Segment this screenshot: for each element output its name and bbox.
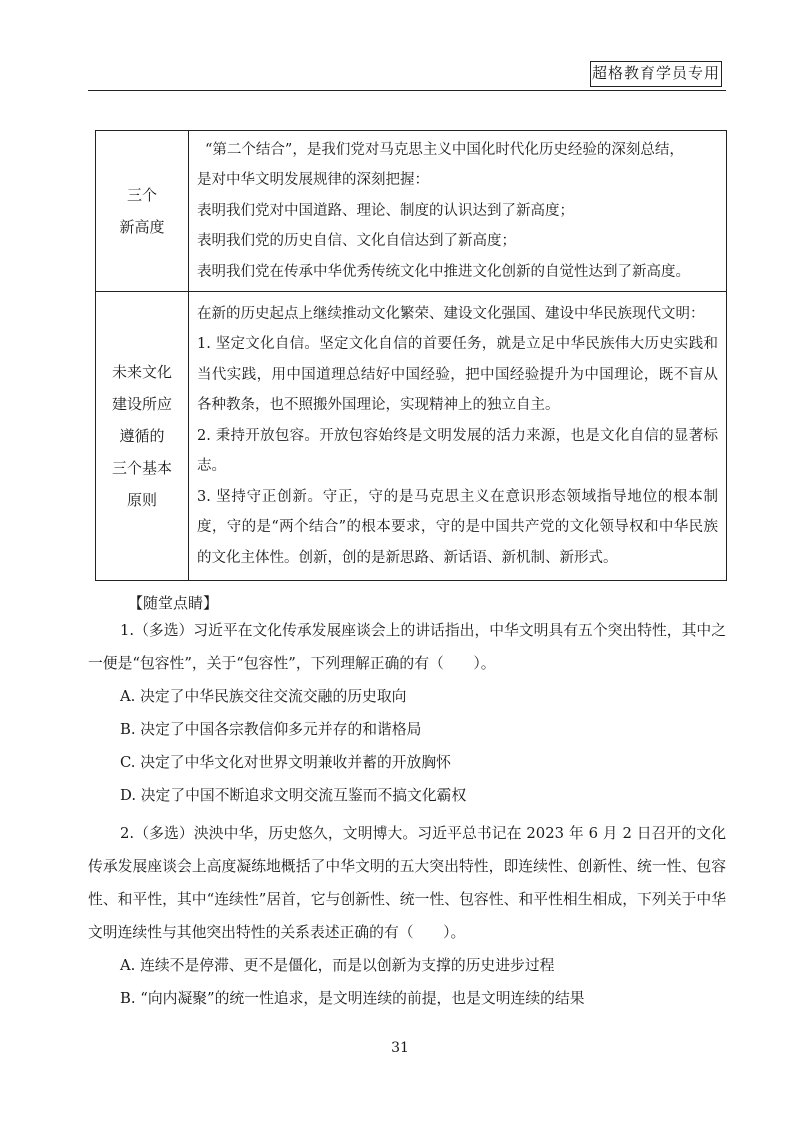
content-line: “第二个结合”，是我们党对马克思主义中国化时代化历史经验的深刻总结， [205,141,684,158]
question-text: 1.（多选）习近平在文化传承发展座谈会上的讲话指出，中华文明具有五个突出特性，其中之一便是“包容性”，关于“包容性”，下列理解正确的有（ ）。 [88,622,726,672]
label-line: 原则 [126,491,157,509]
table-row [96,131,727,292]
question-text: 2.（多选）泱泱中华，历史悠久，文明博大。习近平总书记在 2023 年 6 月 2 日召开的文化传承发展座谈会上高度凝练地概括了中华文明的五大突出特性，即连续性、创新性、统一性、包容性、和平性，其中“连续性”居首，它与创新性、统一性、包容性、和平性相生相成，下列关于中华文明连续性与其他突出特性的关系表述正确的有（ ）。 [88,825,726,941]
content-line: 在新的历史起点上继续推动文化繁荣、建设文化强国、建设中华民族现代文明： [197,305,705,322]
option-a: A. 决定了中华民族交往交流交融的历史取向 [120,688,407,705]
label-line: 未来文化 [111,363,172,381]
section-title: 【随堂点睛】 [128,594,219,612]
table-row [96,292,727,581]
summary-table [95,130,727,581]
content-line: 是对中华文明发展规律的深刻把握： [197,172,429,189]
content-line: 3. 坚持守正创新。守正，守的是马克思主义在意识形态领域指导地位的根本制度，守的是“两个结合”的根本要求，守的是中国共产党的文化领导权和中华民族的文化主体性。创新，创的是新思路、新话语、新机制、新形式。 [197,488,718,566]
option-d: D. 决定了中国不断追求文明交流互鉴而不搞文化霸权 [120,787,467,804]
question-2 [88,817,726,1015]
label-line: 新高度 [119,218,165,236]
option-b: B. “向内凝聚”的统一性追求，是文明连续的前提，也是文明连续的结果 [120,990,585,1007]
content-line: 表明我们党在传承中华优秀传统文化中推进文化创新的自觉性达到了新高度。 [197,263,690,280]
label-line: 三个基本 [111,459,172,477]
row-label [96,292,189,581]
option-b: B. 决定了中国各宗教信仰多元并存的和谐格局 [120,721,422,738]
content-line: 表明我们党的历史自信、文化自信达到了新高度； [197,233,516,250]
label-line: 遵循的 [119,427,165,445]
row-label [96,131,189,292]
page-number: 31 [391,1040,409,1056]
question-1 [88,614,726,812]
label-line: 三个 [126,186,157,204]
option-a: A. 连续不是停滞、更不是僵化，而是以创新为支撑的历史进步过程 [120,957,555,974]
option-c: C. 决定了中华文化对世界文明兼收并蓄的开放胸怀 [120,754,451,771]
row-content [189,131,727,292]
label-line: 建设所应 [111,395,172,413]
row-content [189,292,727,581]
content-line: 表明我们党对中国道路、理论、制度的认识达到了新高度； [197,202,574,219]
content-line: 2. 秉持开放包容。开放包容始终是文明发展的活力来源，也是文化自信的显著标志。 [197,427,718,475]
header-badge: 超格教育学员专用 [590,61,722,87]
header-divider [88,90,726,91]
content-line: 1. 坚定文化自信。坚定文化自信的首要任务，就是立足中华民族伟大历史实践和当代实践，用中国道理总结好中国经验，把中国经验提升为中国理论，既不盲从各种教条，也不照搬外国理论，实现精神上的独立自主。 [197,336,718,414]
